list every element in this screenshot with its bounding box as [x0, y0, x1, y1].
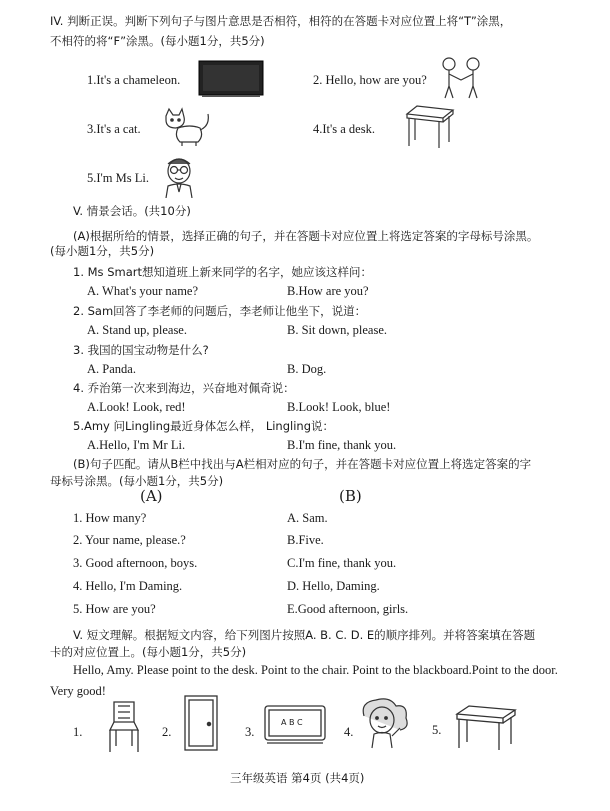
passage-line2: Very good!	[50, 684, 106, 698]
column-a-heading: (A)	[140, 487, 163, 505]
pic-num-4: 4.	[344, 725, 354, 739]
match-a-1: 1. How many?	[73, 511, 147, 525]
section6-title-line1: V. 短文理解。根据短文内容，给下列图片按照A. B. C. D. E的顺序排列。并将答案填在答题	[73, 628, 536, 642]
s5-q3: 3. 我国的国宝动物是什么?	[73, 343, 209, 357]
page-footer: 三年级英语 第4页 (共4页)	[230, 771, 365, 785]
match-b-4: D. Hello, Daming.	[287, 579, 380, 593]
s5-q2-b: B. Sit down, please.	[287, 323, 387, 337]
s5-q5: 5.Amy 问Lingling最近身体怎么样， Lingling说：	[73, 419, 334, 433]
section5-partB-line1: (B)句子匹配。请从B栏中找出与A栏相对应的句子，并在答题卡对应位置上将选定答案的字	[73, 457, 532, 471]
s5-q5-a: A.Hello, I'm Mr Li.	[87, 438, 186, 452]
s5-q1-b: B.How are you?	[287, 284, 369, 298]
section4-title-line2: 不相符的将“F”涂黑。(每小题1分，共5分)	[50, 34, 265, 48]
passage-line1: Hello, Amy. Please point to the desk. Point to the chair. Point to the blackboard.Point to the door.	[73, 663, 558, 677]
match-b-3: C.I'm fine, thank you.	[287, 556, 397, 570]
section5-title: V. 情景会话。(共10分)	[73, 204, 191, 218]
s5-q3-a: A. Panda.	[87, 362, 136, 376]
match-a-5: 5. How are you?	[73, 602, 156, 616]
pic-num-3: 3.	[245, 725, 255, 739]
cat-icon	[160, 106, 212, 148]
chair-icon	[104, 698, 148, 754]
match-b-5: E.Good afternoon, girls.	[287, 602, 409, 616]
desk-icon	[403, 104, 455, 150]
blackboard-icon	[263, 704, 327, 746]
match-a-2: 2. Your name, please.?	[73, 533, 186, 547]
match-a-4: 4. Hello, I'm Daming.	[73, 579, 183, 593]
blackboard-icon	[198, 60, 264, 98]
column-b-heading: (B)	[339, 487, 362, 505]
s5-q4-b: B.Look! Look, blue!	[287, 400, 391, 414]
section4-title-line1: IV. 判断正误。判断下列句子与图片意思是否相符，相符的在答题卡对应位置上将“T”涂黑，	[50, 14, 512, 28]
s5-q4-a: A.Look! Look, red!	[87, 400, 186, 414]
girl-icon	[356, 694, 412, 750]
pic-num-1: 1.	[73, 725, 83, 739]
match-a-3: 3. Good afternoon, boys.	[73, 556, 198, 570]
s4-item-5: 5.I'm Ms Li.	[87, 171, 149, 185]
s4-item-2: 2. Hello, how are you?	[313, 73, 427, 87]
blackboard-letters: A B C	[281, 718, 303, 727]
s5-q2-a: A. Stand up, please.	[87, 323, 187, 337]
s4-item-4: 4.It's a desk.	[313, 122, 375, 136]
s5-q2: 2. Sam回答了李老师的问题后，李老师让他坐下，说道：	[73, 304, 367, 318]
s5-q1-a: A. What's your name?	[87, 284, 199, 298]
s4-item-3: 3.It's a cat.	[87, 122, 141, 136]
pic-num-5: 5.	[432, 723, 442, 737]
s5-q3-b: B. Dog.	[287, 362, 327, 376]
s5-q4: 4. 乔治第一次来到海边，兴奋地对佩奇说：	[73, 381, 295, 395]
section5-partA-line2: (每小题1分，共5分)	[50, 244, 155, 258]
section5-partA-line1: (A)根据所给的情景，选择正确的句子，并在答题卡对应位置上将选定答案的字母标号涂黑。	[73, 229, 539, 243]
man-with-glasses-icon	[160, 154, 198, 198]
handshake-icon	[436, 56, 486, 100]
pic-num-2: 2.	[162, 725, 172, 739]
s5-q5-b: B.I'm fine, thank you.	[287, 438, 397, 452]
match-b-2: B.Five.	[287, 533, 324, 547]
s5-q1: 1. Ms Smart想知道班上新来同学的名字，她应该这样问：	[73, 265, 372, 279]
section5-partB-line2: 母标号涂黑。(每小题1分，共5分)	[50, 474, 224, 488]
match-b-1: A. Sam.	[287, 511, 328, 525]
desk-icon	[453, 704, 517, 752]
s4-item-1: 1.It's a chameleon.	[87, 73, 181, 87]
door-icon	[181, 694, 221, 752]
section6-title-line2: 卡的对应位置上。(每小题1分，共5分)	[50, 645, 247, 659]
